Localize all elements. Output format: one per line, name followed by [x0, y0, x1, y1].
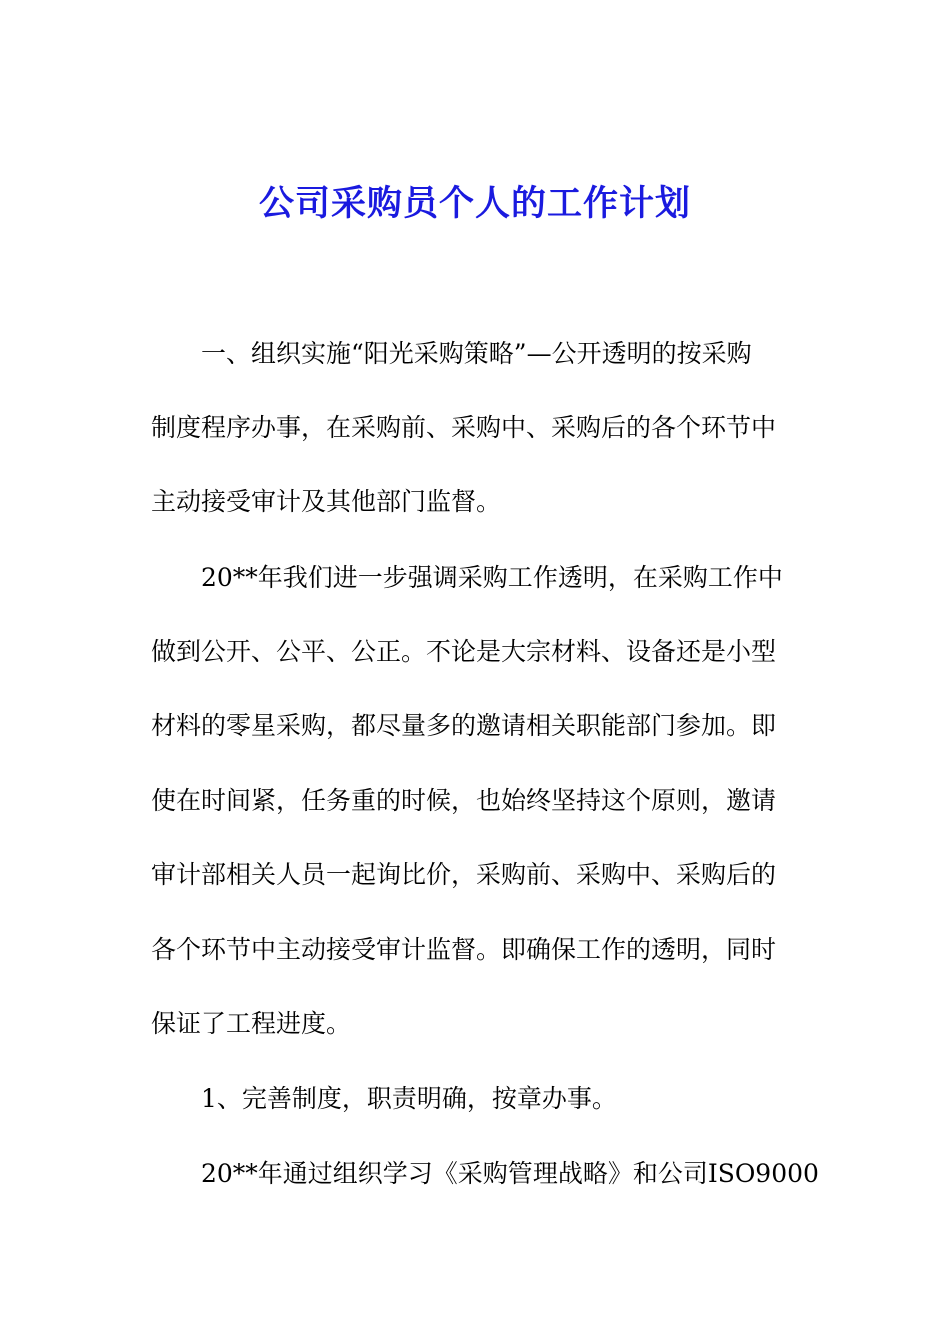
paragraph-line: 1、完善制度，职责明确，按章办事。 — [201, 1084, 617, 1113]
paragraph-line: 保证了工程进度。 — [151, 1009, 352, 1038]
paragraph-line: 各个环节中主动接受审计监督。即确保工作的透明，同时 — [151, 935, 777, 964]
paragraph-line: 主动接受审计及其他部门监督。 — [151, 487, 502, 516]
paragraph-line: 20**年通过组织学习《采购管理战略》和公司ISO9000 — [201, 1159, 819, 1188]
paragraph-line: 制度程序办事，在采购前、采购中、采购后的各个环节中 — [151, 413, 777, 442]
paragraph-line: 一、组织实施“阳光采购策略”—公开透明的按采购 — [201, 339, 752, 368]
paragraph-line: 材料的零星采购，都尽量多的邀请相关职能部门参加。即 — [151, 711, 777, 740]
document-title: 公司采购员个人的工作计划 — [258, 184, 691, 224]
paragraph-line: 20**年我们进一步强调采购工作透明，在采购工作中 — [201, 563, 783, 592]
paragraph-line: 审计部相关人员一起询比价，采购前、采购中、采购后的 — [151, 860, 777, 889]
paragraph-line: 使在时间紧，任务重的时候，也始终坚持这个原则，邀请 — [151, 786, 777, 815]
paragraph-line: 做到公开、公平、公正。不论是大宗材料、设备还是小型 — [151, 637, 777, 666]
